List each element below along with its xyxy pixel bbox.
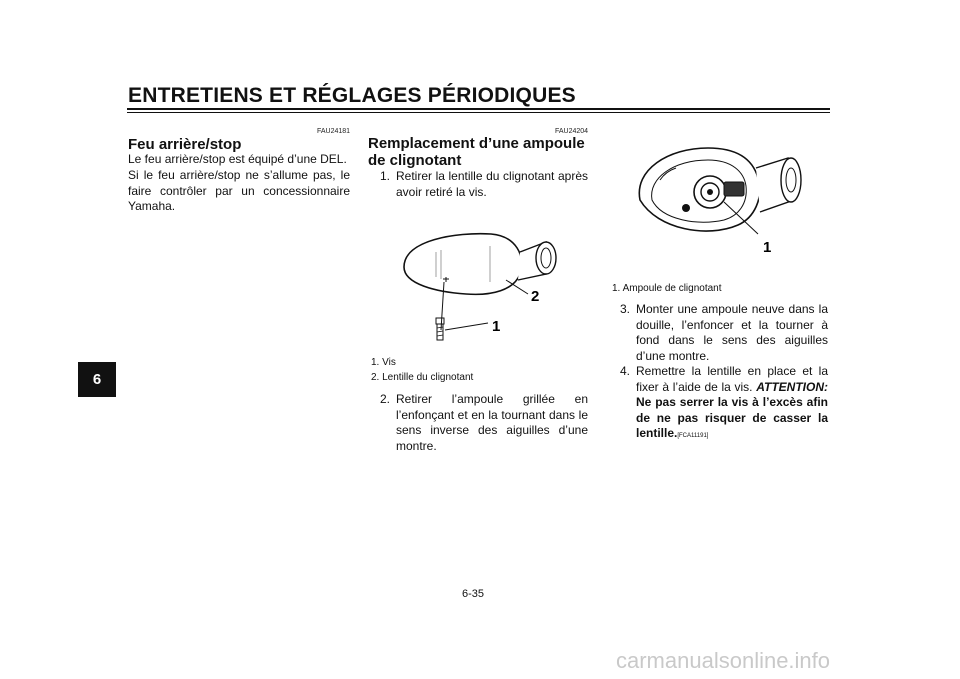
bulb-socket-illustration: [639, 148, 801, 234]
step-number: 2.: [380, 392, 391, 406]
step-1: [380, 169, 588, 200]
section-code: FAU24204: [555, 128, 589, 135]
step-number: 1.: [380, 169, 391, 183]
step-4: [620, 364, 828, 445]
figure-caption: 1. Vis: [371, 357, 396, 368]
step-text: Remettre la lentille en place et la fixer à l’aide de la vis.: [636, 364, 828, 394]
paragraph: Si le feu arrière/stop ne s’allume pas, le faire contrôler par un concessionnaire Yamaha.: [128, 168, 350, 213]
header-rule-thick: [127, 108, 830, 110]
bulb-socket-figure: [628, 130, 828, 265]
step-text-with-warning: [636, 364, 828, 445]
section-heading: Feu arrière/stop: [128, 136, 242, 153]
attention-text: Ne pas serrer la vis à l’excès afin de ne pas risquer de casser la lentille.: [636, 395, 828, 440]
page-number: 6-35: [462, 588, 485, 600]
figure-label-1: 1: [492, 318, 501, 335]
attention-code: [FCA11191]: [677, 433, 709, 439]
step-text: Retirer la lentille du clignotant après avoir retiré la vis.: [396, 169, 588, 199]
turn-signal-lens-figure: [396, 222, 576, 342]
figure-caption: 1. Ampoule de clignotant: [612, 283, 722, 294]
figure-label-2: 2: [531, 288, 540, 305]
step-number: 3.: [620, 302, 631, 316]
section-heading-line2: de clignotant: [368, 152, 462, 169]
attention-label: ATTENTION:: [756, 379, 828, 394]
step-number: 4.: [620, 364, 631, 378]
header-rule-thin: [127, 112, 830, 113]
paragraph: Le feu arrière/stop est équipé d’une DEL.: [128, 152, 347, 166]
step-2: [380, 392, 588, 454]
section-code: FAU24181: [317, 128, 351, 135]
figure-caption: 2. Lentille du clignotant: [371, 372, 474, 383]
section-heading-line1: Remplacement d’une ampoule: [368, 135, 585, 152]
chapter-tab: 6: [78, 362, 116, 397]
step-3: [620, 302, 828, 364]
page-header-title: ENTRETIENS ET RÉGLAGES PÉRIODIQUES: [128, 84, 576, 107]
turn-signal-illustration: [404, 234, 556, 340]
step-text: Retirer l’ampoule grillée en l’enfonçant et en la tournant dans le sens inverse des aiguilles d’une montre.: [396, 392, 588, 453]
figure-label-1: 1: [763, 239, 772, 256]
step-text: Monter une ampoule neuve dans la douille, l’enfoncer et la tourner à fond dans le sens des aiguilles d’une montre.: [636, 302, 828, 363]
watermark: carmanualsonline.info: [616, 648, 831, 673]
